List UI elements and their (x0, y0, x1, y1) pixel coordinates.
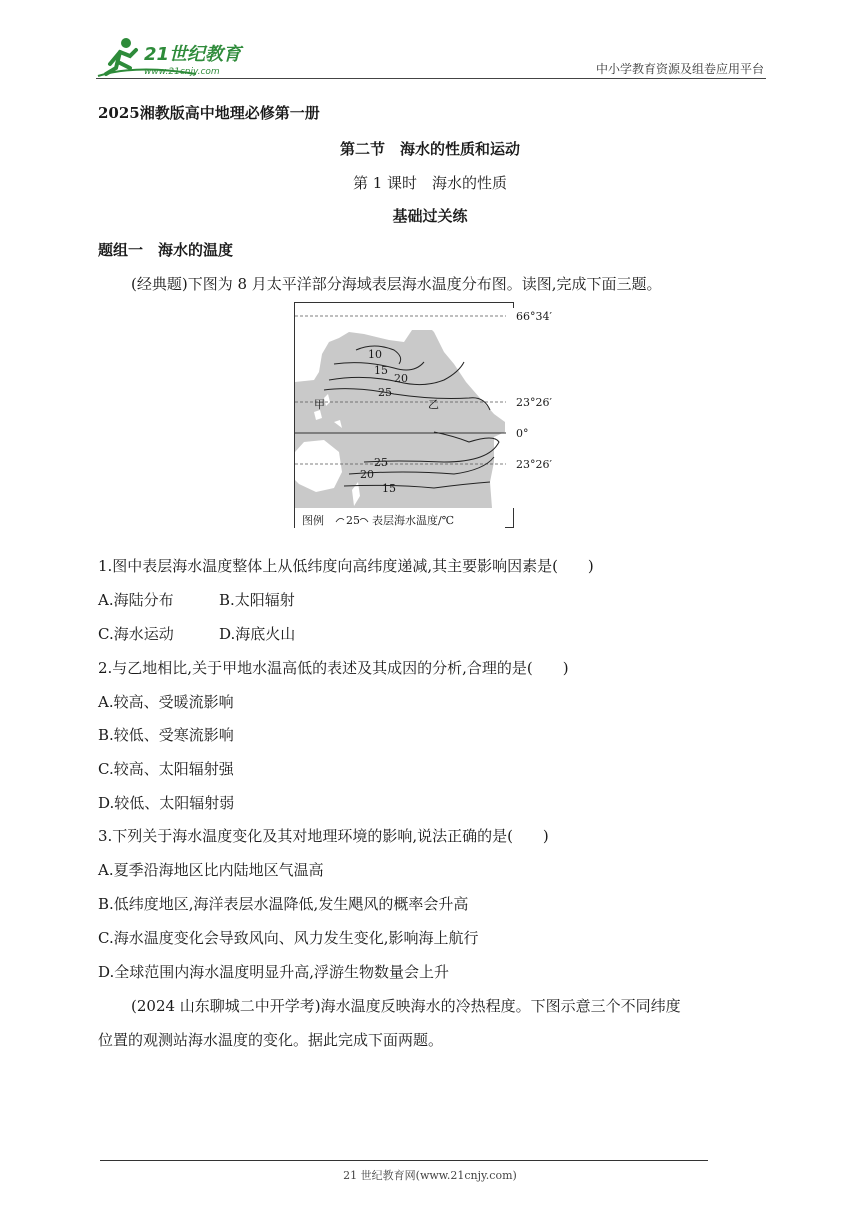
lat-label: 23°26′ (516, 396, 552, 409)
intro-paragraph-2-line2: 位置的观测站海水温度的变化。据此完成下面两题。 (98, 1031, 444, 1049)
site-logo (96, 34, 266, 80)
footer-divider (100, 1160, 708, 1161)
q3-option-c: C.海水温度变化会导致风向、风力发生变化,影响海上航行 (98, 929, 479, 947)
isotherm-label: 15 (374, 364, 388, 377)
q2-option-d: D.较低、太阳辐射弱 (98, 794, 235, 812)
isotherm-label: 15 (382, 482, 396, 495)
q2-option-b: B.较低、受寒流影响 (98, 726, 234, 744)
isotherm-label: 25 (378, 386, 392, 399)
legend-title: 图例 (302, 514, 324, 527)
isotherm-label: 20 (394, 372, 408, 385)
intro-paragraph: (经典题)下图为 8 月太平洋部分海域表层海水温度分布图。读图,完成下面三题。 (131, 275, 662, 293)
question-1-stem: 1.图中表层海水温度整体上从低纬度向高纬度递减,其主要影响因素是( ) (98, 557, 594, 575)
lat-label: 23°26′ (516, 458, 552, 471)
lesson-title: 第 1 课时 海水的性质 (352, 174, 508, 192)
book-title: 2025湘教版高中地理必修第一册 (98, 104, 320, 122)
question-3-stem: 3.下列关于海水温度变化及其对地理环境的影响,说法正确的是( ) (98, 827, 549, 845)
isotherm-label: 20 (360, 468, 374, 481)
section-title: 第二节 海水的性质和运动 (339, 140, 520, 158)
lat-label: 0° (516, 427, 529, 440)
q1-option-c: C.海水运动 (98, 625, 174, 643)
group-heading: 题组一 海水的温度 (98, 241, 234, 259)
practice-title: 基础过关练 (392, 207, 468, 225)
legend-value: 25 (346, 514, 360, 527)
lat-label: 66°34′ (516, 310, 552, 323)
q1-option-a: A.海陆分布 (98, 591, 174, 609)
ocean-temperature-map (294, 302, 552, 530)
intro-paragraph-2-line1: (2024 山东聊城二中开学考)海水温度反映海水的冷热程度。下图示意三个不同纬度 (131, 997, 681, 1015)
place-label-jia: 甲 (314, 398, 325, 411)
question-2-stem: 2.与乙地相比,关于甲地水温高低的表述及其成因的分析,合理的是( ) (98, 659, 569, 677)
q3-option-b: B.低纬度地区,海洋表层水温降低,发生飓风的概率会升高 (98, 895, 469, 913)
q1-option-b: B.太阳辐射 (219, 591, 295, 609)
place-label-yi: 乙 (428, 398, 439, 411)
q3-option-d: D.全球范围内海水温度明显升高,浮游生物数量会上升 (98, 963, 450, 981)
q2-option-a: A.较高、受暖流影响 (98, 693, 234, 711)
header-divider (96, 78, 766, 79)
isotherm-label: 10 (368, 348, 382, 361)
logo-url: www.21cnjy.com (144, 67, 220, 77)
q3-option-a: A.夏季沿海地区比内陆地区气温高 (98, 861, 324, 879)
footer-text[interactable]: 21 世纪教育网(www.21cnjy.com) (343, 1169, 517, 1182)
isotherm-label: 25 (374, 456, 388, 469)
legend-description: 表层海水温度/℃ (372, 514, 455, 527)
q1-option-d: D.海底火山 (219, 625, 296, 643)
q2-option-c: C.较高、太阳辐射强 (98, 760, 234, 778)
platform-name: 中小学教育资源及组卷应用平台 (595, 62, 764, 76)
logo-text: 21世纪教育 (144, 44, 242, 65)
